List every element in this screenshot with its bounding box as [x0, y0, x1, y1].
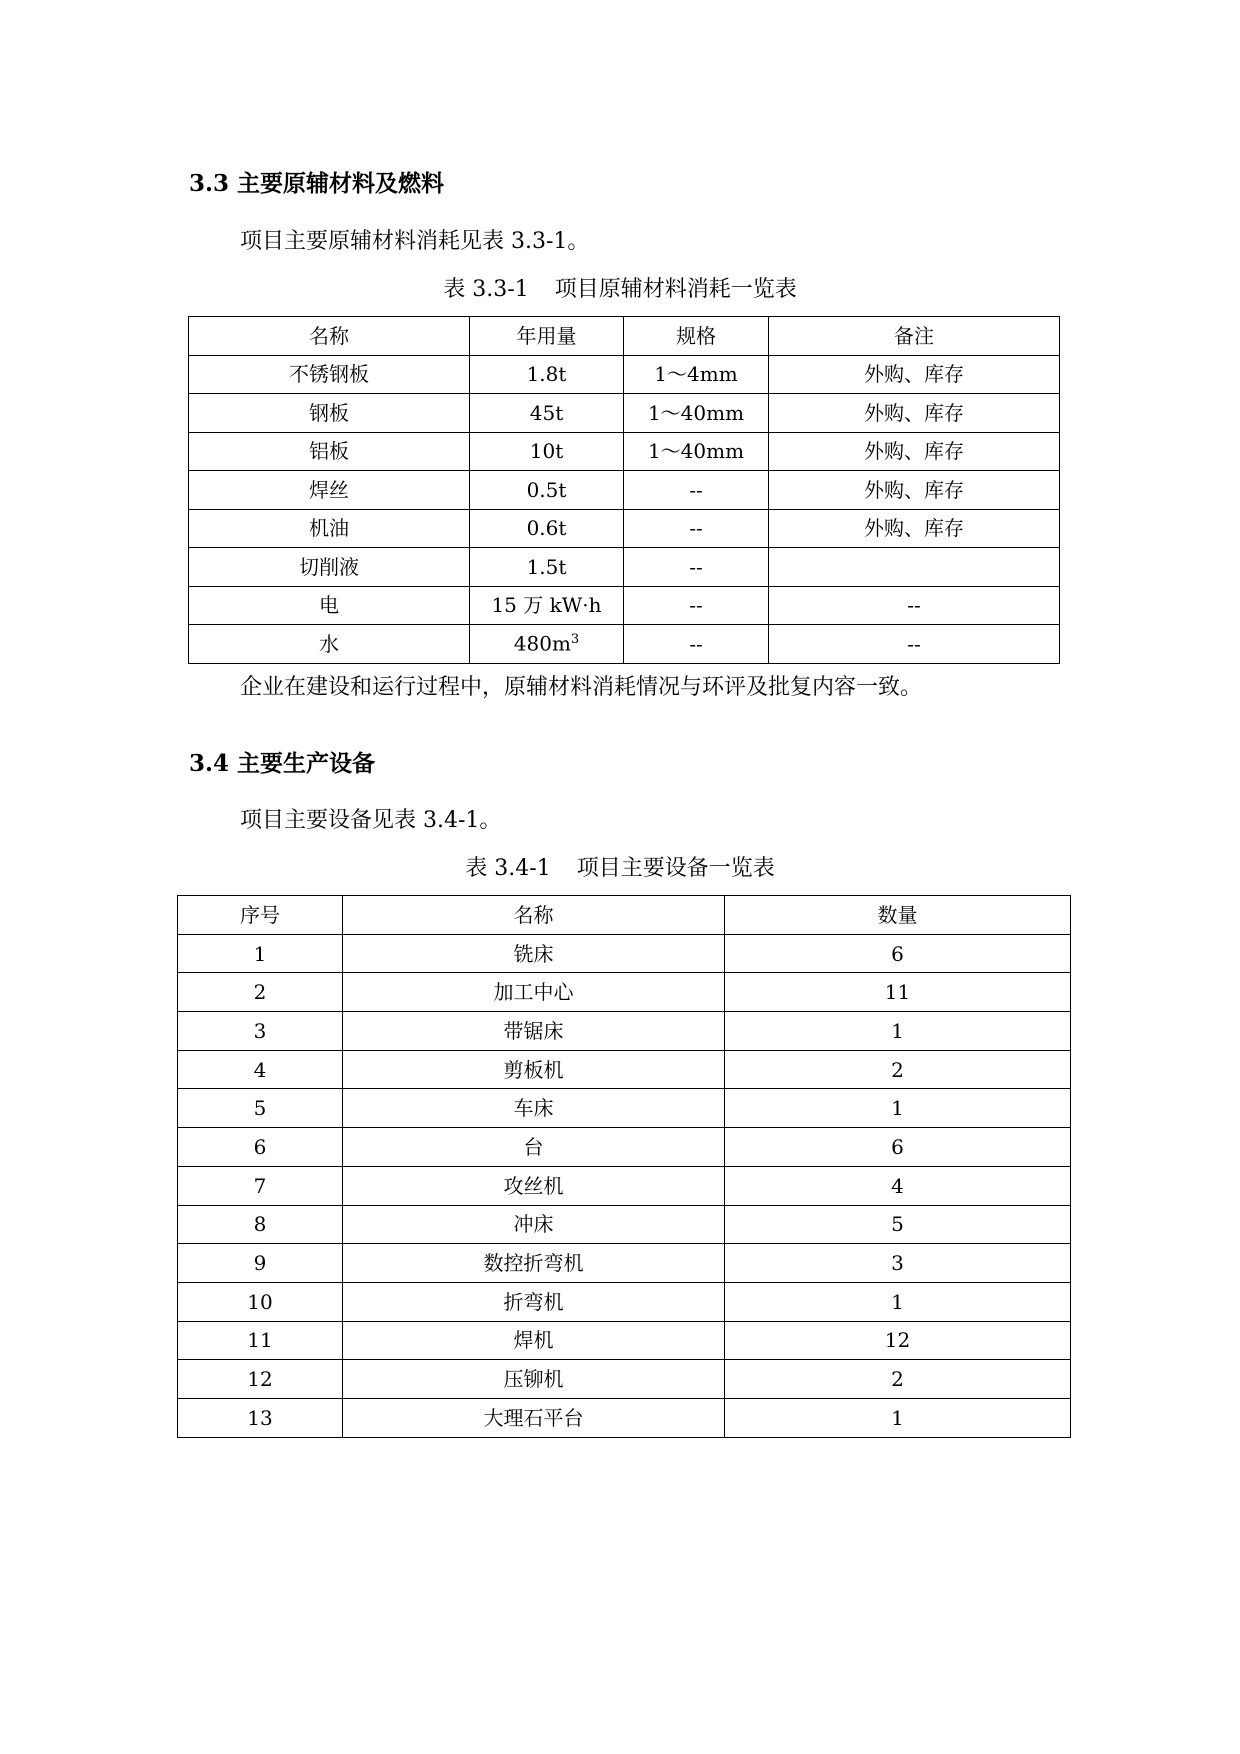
equipment-table-cell-text: 加工中心	[493, 980, 574, 1005]
equipment-table-cell	[725, 1282, 1071, 1321]
materials-table-cell-text: 1.5t	[526, 554, 567, 579]
materials-table-cell-text: 外购、库存	[864, 362, 964, 387]
table-row	[178, 1282, 1071, 1321]
materials-table-cell	[769, 355, 1060, 394]
materials-table-cell-text: 15 万 kW·h	[491, 593, 602, 618]
table-row	[189, 355, 1060, 394]
equipment-table-cell-text: 车床	[513, 1096, 554, 1121]
equipment-table-cell	[343, 1282, 725, 1321]
materials-table-header-cell: 规格	[624, 317, 769, 356]
materials-table-cell-text: --	[689, 477, 703, 502]
materials-table-cell-text: 钢板	[309, 400, 349, 425]
equipment-table-cell	[725, 1360, 1071, 1399]
materials-table-cell	[624, 471, 769, 510]
equipment-table-cell-text: 11	[247, 1328, 273, 1353]
table-row	[178, 1089, 1071, 1128]
equipment-table-cell-text: 铣床	[513, 941, 554, 966]
materials-table-cell-text: 外购、库存	[864, 400, 964, 425]
section-3-4-intro: 项目主要设备见表 3.4-1。	[240, 808, 502, 833]
equipment-table-cell-text: 剪板机	[503, 1057, 564, 1082]
table-caption-title: 项目原辅材料消耗一览表	[554, 277, 797, 302]
equipment-table-cell-text: 5	[253, 1096, 267, 1121]
materials-table-cell	[624, 625, 769, 664]
equipment-table-header-cell: 数量	[725, 896, 1071, 935]
materials-table-cell	[189, 509, 470, 548]
equipment-table-cell	[178, 1012, 343, 1051]
materials-table-cell	[470, 355, 624, 394]
materials-table-cell-text: 480m	[513, 632, 571, 657]
materials-table-cell-text: 1～40mm	[647, 400, 745, 425]
equipment-table-cell	[178, 1282, 343, 1321]
equipment-table-cell-text: 4	[891, 1173, 904, 1198]
materials-table-cell	[189, 471, 470, 510]
equipment-table-cell-text: 数控折弯机	[483, 1251, 584, 1276]
materials-table-cell	[769, 394, 1060, 433]
equipment-table-cell	[725, 1398, 1071, 1437]
equipment-table-cell-text: 2	[891, 1367, 904, 1392]
materials-table-cell	[470, 432, 624, 471]
equipment-table-cell	[725, 1128, 1071, 1167]
equipment-table-cell-text: 9	[253, 1251, 267, 1276]
equipment-table-cell-text: 13	[247, 1405, 273, 1430]
table-row	[178, 1398, 1071, 1437]
equipment-table-cell	[343, 973, 725, 1012]
equipment-table-cell-text: 焊机	[513, 1328, 554, 1353]
equipment-table-cell-text: 1	[891, 1289, 904, 1314]
equipment-table-cell	[343, 1244, 725, 1283]
equipment-table-header-cell: 序号	[178, 896, 343, 935]
materials-table-cell-text: 铝板	[309, 439, 349, 464]
equipment-table-cell-text: 8	[253, 1212, 267, 1237]
materials-table-cell	[624, 509, 769, 548]
equipment-table-cell	[343, 1089, 725, 1128]
table-row	[189, 471, 1060, 510]
section-3-3-conclusion: 企业在建设和运行过程中，原辅材料消耗情况与环评及批复内容一致。	[240, 675, 923, 700]
equipment-table-cell-text: 大理石平台	[483, 1405, 584, 1430]
materials-table-cell-text: 0.5t	[526, 477, 567, 502]
materials-table-cell	[624, 586, 769, 625]
materials-table-cell-text: 外购、库存	[864, 477, 964, 502]
table-row	[178, 1012, 1071, 1051]
equipment-table-cell	[343, 1360, 725, 1399]
table-row	[189, 394, 1060, 433]
materials-table-cell-text: 0.6t	[526, 516, 567, 541]
materials-table-cell-text: 水	[319, 631, 339, 656]
section-3-3-intro: 项目主要原辅材料消耗见表 3.3-1。	[240, 229, 590, 254]
equipment-table-cell	[178, 1321, 343, 1360]
equipment-table-cell	[343, 1321, 725, 1360]
equipment-table-cell	[725, 1244, 1071, 1283]
equipment-table-cell-text: 6	[891, 1134, 904, 1159]
equipment-table-cell-text: 12	[884, 1328, 911, 1353]
equipment-table-cell-text: 12	[247, 1367, 273, 1392]
equipment-table-cell	[725, 934, 1071, 973]
equipment-table-cell	[178, 1050, 343, 1089]
equipment-table-cell-text: 10	[247, 1289, 273, 1314]
materials-table-cell-text: 机油	[309, 516, 349, 541]
equipment-table-cell-text: 5	[891, 1212, 904, 1237]
table-caption-number: 表 3.4-1	[465, 856, 551, 881]
equipment-table-cell	[178, 1089, 343, 1128]
materials-table-cell	[624, 355, 769, 394]
equipment-table-cell-text: 压铆机	[503, 1367, 564, 1392]
materials-table-cell	[470, 548, 624, 587]
materials-table-cell-text: 1～4mm	[654, 362, 738, 387]
equipment-table-cell	[725, 1205, 1071, 1244]
materials-table-cell	[189, 432, 470, 471]
materials-table-cell	[470, 394, 624, 433]
materials-table-cell	[769, 586, 1060, 625]
equipment-table-cell	[343, 1012, 725, 1051]
materials-table-header-cell: 名称	[189, 317, 470, 356]
equipment-table-cell	[725, 1012, 1071, 1051]
materials-table-cell	[189, 548, 470, 587]
materials-table-cell-text: 外购、库存	[864, 439, 964, 464]
equipment-table-cell-text: 1	[891, 1096, 904, 1121]
table-row	[178, 1321, 1071, 1360]
materials-table-header-row	[189, 317, 1060, 356]
equipment-table-cell-text: 7	[253, 1173, 267, 1198]
equipment-table-cell-text: 冲床	[513, 1212, 554, 1237]
equipment-table-cell-text: 2	[253, 980, 267, 1005]
equipment-table-cell	[178, 1398, 343, 1437]
equipment-table-cell	[178, 1360, 343, 1399]
materials-table-cell	[189, 625, 470, 664]
equipment-table-cell	[725, 973, 1071, 1012]
table-row	[189, 432, 1060, 471]
table-caption-title: 项目主要设备一览表	[576, 856, 775, 881]
equipment-table-cell	[178, 1128, 343, 1167]
materials-table-cell	[769, 471, 1060, 510]
materials-table-cell-text: 45t	[529, 400, 564, 425]
materials-table-cell	[470, 471, 624, 510]
table-row	[178, 1360, 1071, 1399]
equipment-table-cell-text: 3	[253, 1018, 267, 1043]
materials-table-cell	[624, 432, 769, 471]
equipment-table	[177, 895, 1071, 1438]
materials-table-cell	[769, 509, 1060, 548]
table-row	[178, 973, 1071, 1012]
materials-table-cell	[189, 355, 470, 394]
materials-table-cell	[189, 586, 470, 625]
materials-table-cell	[624, 548, 769, 587]
materials-table-cell-text: 焊丝	[309, 477, 349, 502]
equipment-table-cell	[178, 973, 343, 1012]
materials-table-cell-text: --	[689, 593, 703, 618]
table-row	[189, 509, 1060, 548]
equipment-table-cell-text: 1	[253, 941, 267, 966]
materials-table-cell-text: --	[689, 516, 703, 541]
section-3-3-heading: 3.3 主要原辅材料及燃料	[189, 170, 445, 197]
table-row	[178, 1166, 1071, 1205]
equipment-table-cell	[343, 1398, 725, 1437]
table-row	[178, 1205, 1071, 1244]
equipment-table-cell	[725, 1050, 1071, 1089]
equipment-table-cell-text: 2	[891, 1057, 904, 1082]
equipment-table-cell-text: 6	[253, 1134, 267, 1159]
materials-table-cell	[470, 625, 624, 664]
equipment-table-cell	[178, 1244, 343, 1283]
materials-table-cell	[769, 625, 1060, 664]
equipment-table-cell	[725, 1089, 1071, 1128]
materials-table-cell	[769, 548, 1060, 587]
materials-table-cell-text: --	[907, 593, 921, 618]
materials-table-cell	[624, 394, 769, 433]
equipment-table-header-cell: 名称	[343, 896, 725, 935]
unit-superscript: 3	[570, 632, 580, 648]
equipment-table-cell-text: 带锯床	[503, 1018, 564, 1043]
materials-table-cell-text: 外购、库存	[864, 516, 964, 541]
materials-table-cell-text: --	[689, 631, 703, 656]
equipment-table-cell-text: 台	[523, 1134, 544, 1159]
materials-table-cell	[470, 509, 624, 548]
materials-table-cell-text: 切削液	[299, 554, 359, 579]
equipment-table-cell	[178, 1166, 343, 1205]
equipment-table-cell-text: 11	[884, 980, 911, 1005]
table-caption-number: 表 3.3-1	[443, 277, 529, 302]
materials-table-header-cell: 备注	[769, 317, 1060, 356]
equipment-table-cell	[178, 1205, 343, 1244]
equipment-table-cell	[343, 1128, 725, 1167]
equipment-table-cell	[343, 1050, 725, 1089]
equipment-table-cell	[725, 1321, 1071, 1360]
table-3-3-1-caption	[0, 279, 1240, 301]
equipment-table-cell-text: 4	[253, 1057, 267, 1082]
materials-table-cell-text: 10t	[529, 439, 564, 464]
equipment-table-header-row	[178, 896, 1071, 935]
materials-table-cell	[769, 432, 1060, 471]
equipment-table-cell-text: 1	[891, 1405, 904, 1430]
equipment-table-cell	[725, 1166, 1071, 1205]
equipment-table-cell	[343, 1205, 725, 1244]
section-3-4-heading: 3.4 主要生产设备	[189, 750, 376, 777]
table-3-4-1-caption	[0, 858, 1240, 880]
materials-table-cell-text: --	[907, 631, 921, 656]
equipment-table-cell-text: 6	[891, 941, 904, 966]
materials-table-cell-text: 不锈钢板	[289, 362, 369, 387]
equipment-table-cell	[178, 934, 343, 973]
table-row	[178, 1128, 1071, 1167]
materials-table-cell	[470, 586, 624, 625]
materials-table-cell	[189, 394, 470, 433]
table-row	[189, 586, 1060, 625]
materials-table-cell-text: 电	[319, 593, 339, 618]
materials-table-header-cell: 年用量	[470, 317, 624, 356]
table-row	[178, 934, 1071, 973]
materials-table-cell-text: --	[689, 554, 703, 579]
table-row	[178, 1050, 1071, 1089]
equipment-table-cell	[343, 1166, 725, 1205]
equipment-table-cell-text: 1	[891, 1018, 904, 1043]
table-row	[189, 625, 1060, 664]
table-row	[189, 548, 1060, 587]
equipment-table-cell-text: 攻丝机	[503, 1173, 564, 1198]
equipment-table-cell-text: 3	[891, 1251, 904, 1276]
table-row	[178, 1244, 1071, 1283]
materials-table-cell-text: 1～40mm	[647, 439, 745, 464]
equipment-table-cell-text: 折弯机	[503, 1289, 564, 1314]
materials-table	[188, 316, 1060, 664]
materials-table-cell-text: 1.8t	[526, 362, 567, 387]
equipment-table-cell	[343, 934, 725, 973]
